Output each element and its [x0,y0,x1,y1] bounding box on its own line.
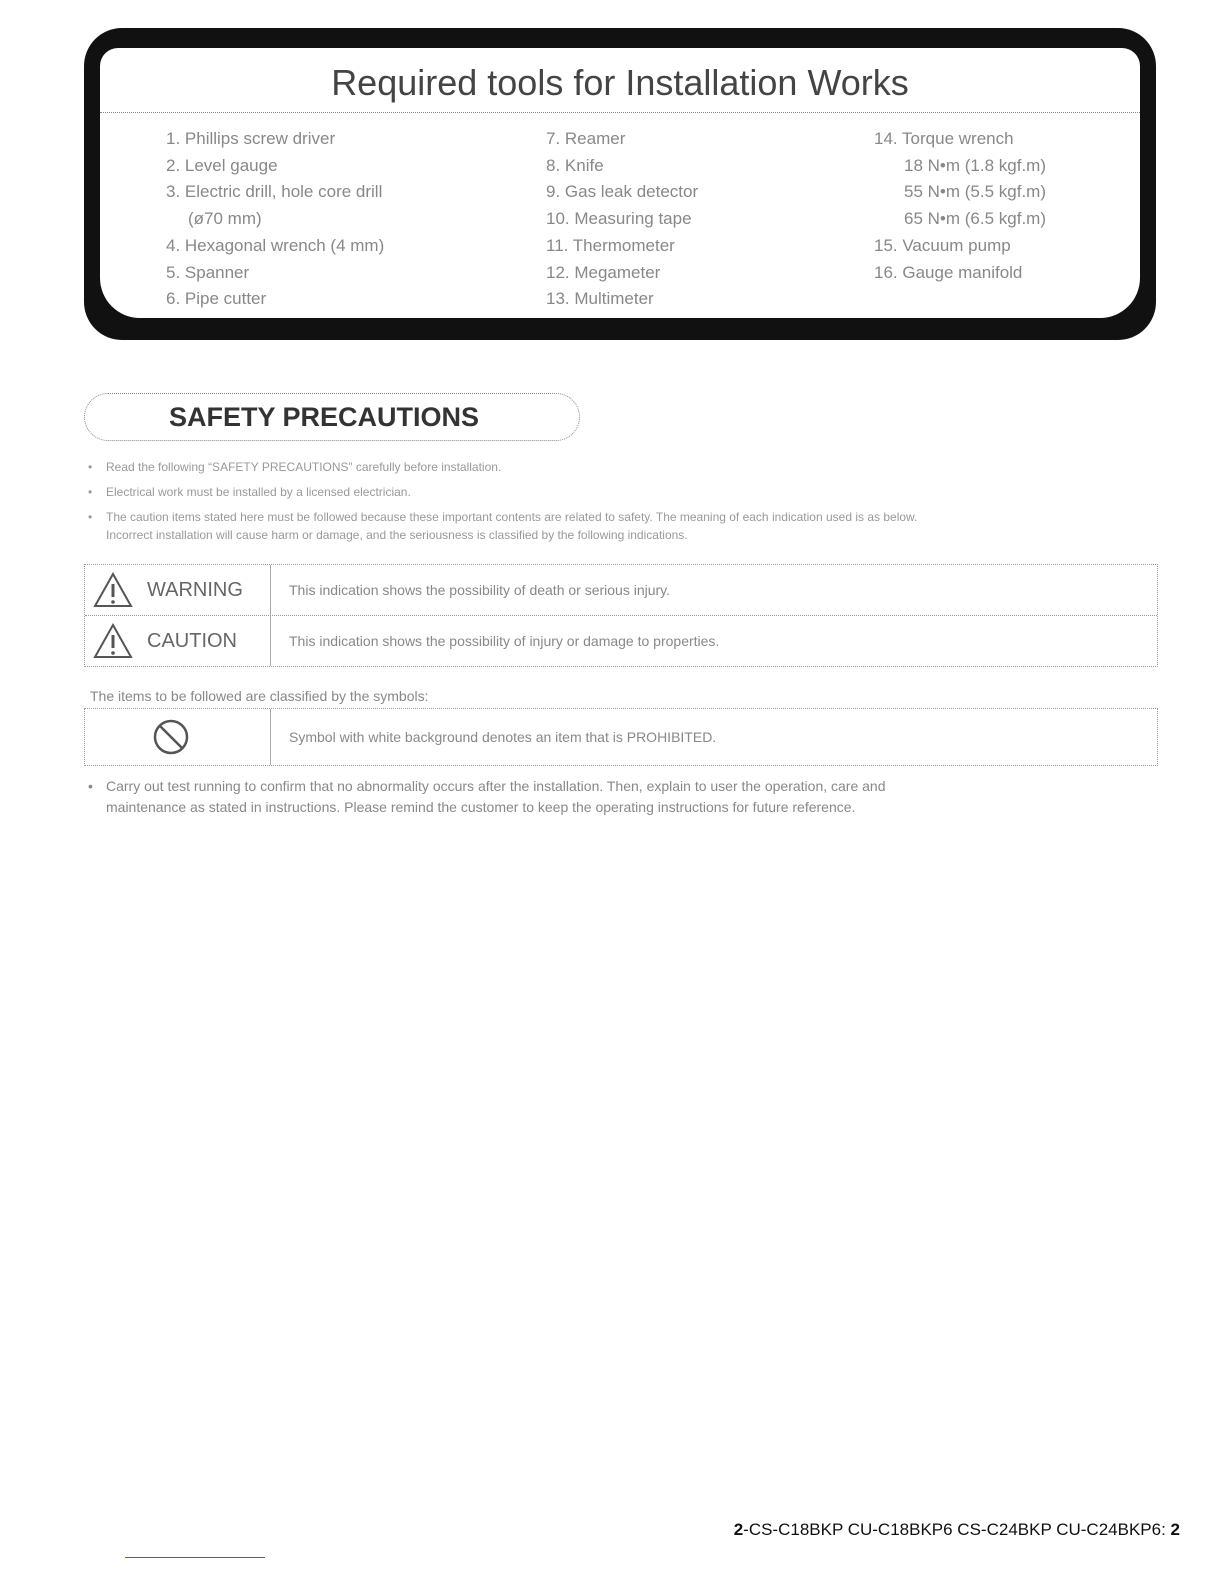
tool-item: 4. Hexagonal wrench (4 mm) [166,235,385,255]
tool-item: 16. Gauge manifold [874,262,1023,282]
tools-title: Required tools for Installation Works [331,62,909,103]
tool-item: 12. Megameter [546,262,661,282]
bullet: • Read the following “SAFETY PRECAUTIONS” carefully before installation. [88,460,502,474]
footer-rule [125,1557,265,1558]
tool-item: 3. Electric drill, hole core drill [166,182,383,202]
tool-item: 13. Multimeter [546,289,654,309]
prohibited-desc: Symbol with white background denotes an item that is PROHIBITED. [289,729,717,745]
bullet-text: Electrical work must be installed by a licensed electrician. [106,485,411,499]
bullet-text: The caution items stated here must be followed because these important contents are related to safety. The meaning of each indication used is as below. [106,510,918,524]
divider [100,112,1140,113]
bullet: • The caution items stated here must be followed because these important contents are related to safety. The meaning of each indication used is as below. [88,510,918,524]
page-footer [734,1520,1180,1540]
caution-label-cell [85,616,271,666]
symbols-note: The items to be followed are classified by the symbols: [90,688,429,704]
page-number-end: 2 [1170,1520,1180,1539]
tool-item: 11. Thermometer [546,235,675,255]
tool-item: 8. Knife [546,155,604,175]
tool-item: 5. Spanner [166,262,250,282]
model-list: -CS-C18BKP CU-C18BKP6 CS-C24BKP CU-C24BKP6: [743,1520,1171,1539]
safety-title: SAFETY PRECAUTIONS [169,402,480,432]
caution-desc: This indication shows the possibility of injury or damage to properties. [289,633,720,649]
prohibited-icon [151,717,191,757]
tool-item: 6. Pipe cutter [166,289,267,309]
prohibited-symbol-cell [85,709,271,765]
prohibited-row [85,709,1157,765]
test-run-text-2: maintenance as stated in instructions. Please remind the customer to keep the operating instructions for future reference. [106,799,856,815]
caution-row [85,616,1157,666]
tool-item: 14. Torque wrench [874,129,1014,148]
tools-col-1 [166,126,384,313]
tool-item: 2. Level gauge [166,155,278,175]
tool-item: 18 N•m (1.8 kgf.m) [904,155,1046,175]
warning-desc: This indication shows the possibility of death or serious injury. [289,582,671,598]
safety-heading-box [84,393,580,441]
tools-col-2 [546,126,698,313]
tool-item: 1. Phillips screw driver [166,129,336,148]
caution-triangle-icon [93,623,133,659]
tool-item: 7. Reamer [546,129,626,148]
bullet: • Electrical work must be installed by a licensed electrician. [88,485,411,499]
tool-item: 9. Gas leak detector [546,182,699,202]
page-number: 2 [733,1520,744,1539]
warning-label: WARNING [147,578,243,601]
tool-item: 55 N•m (5.5 kgf.m) [904,182,1046,202]
tools-panel [100,48,1140,318]
tool-item: 10. Measuring tape [546,209,692,229]
bullet-text: Read the following “SAFETY PRECAUTIONS” carefully before installation. [106,460,502,474]
test-run-text: Carry out test running to confirm that no abnormality occurs after the installation. Then, explain to user the operation, care and [106,778,886,794]
warning-label-cell [85,565,271,615]
warning-triangle-icon [93,572,133,608]
indication-table [84,564,1158,667]
tool-item: 65 N•m (6.5 kgf.m) [904,209,1046,229]
caution-label: CAUTION [147,629,237,652]
symbol-table [84,708,1158,766]
bullet-continuation: Incorrect installation will cause harm or damage, and the seriousness is classified by the following indications. [106,528,688,542]
tools-col-3 [874,126,1046,286]
test-run-note: • Carry out test running to confirm that no abnormality occurs after the installation. Then, explain to user the operation, care and maintenance as stated in instructions. Please remind the customer to keep the operating instructions for future reference. [88,776,886,818]
warning-row [85,565,1157,616]
tool-item: 15. Vacuum pump [874,235,1011,255]
tool-item: (ø70 mm) [188,209,262,229]
